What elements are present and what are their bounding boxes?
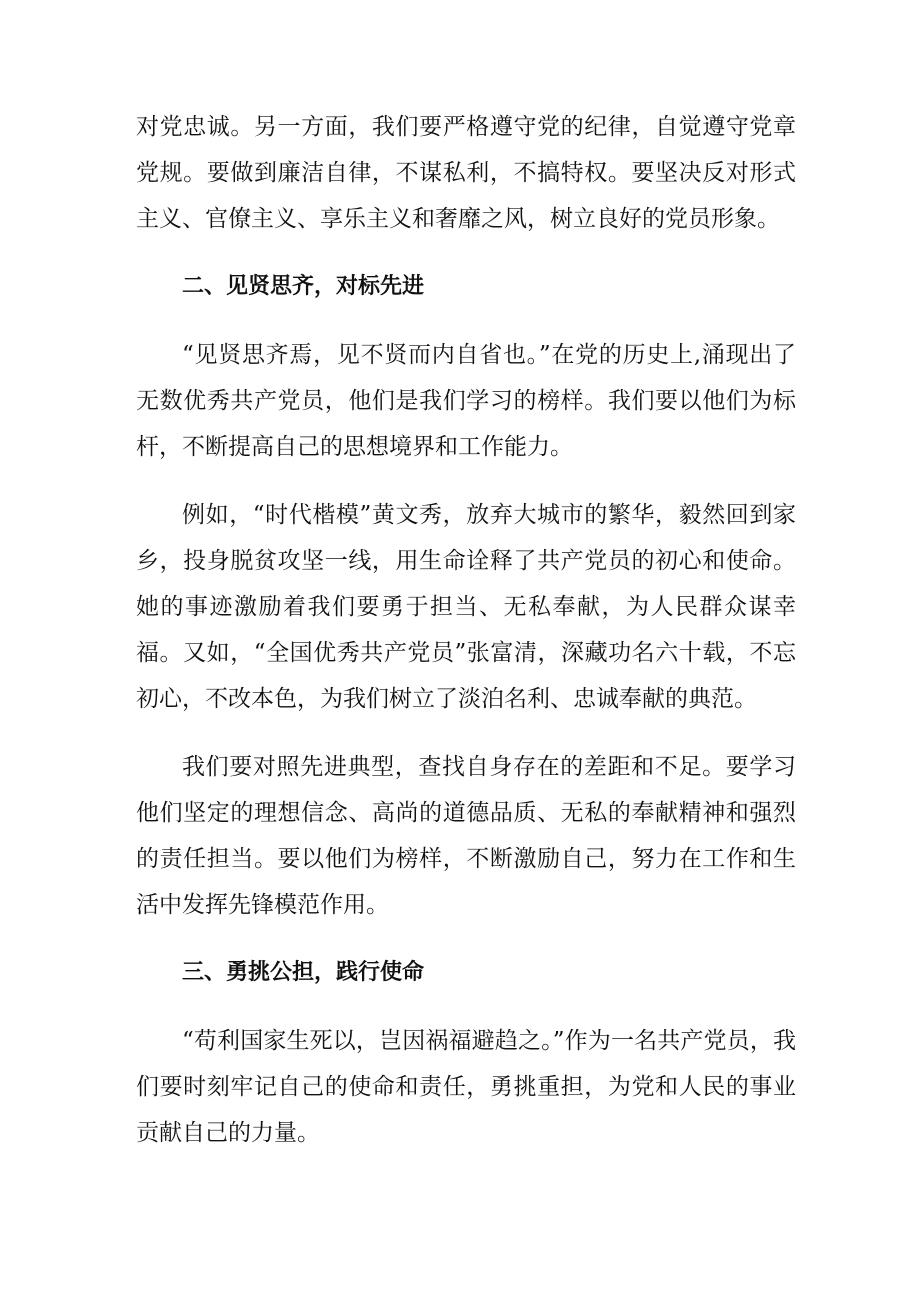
paragraph-quote-1: “见贤思齐焉，见不贤而内自省也。”在党的历史上,涌现出了无数优秀共产党员，他们是我们学习的榜样。我们要以他们为标杆，不断提高自己的思想境界和工作能力。 [136,342,796,460]
section-heading-3: 三、勇挑公担，践行使命 [182,960,425,985]
document-body [136,104,796,1156]
paragraph-continuation: 对党忠诚。另一方面，我们要严格遵守党的纪律，自觉遵守党章党规。要做到廉洁自律，不谋私利，不搞特权。要坚决反对形式主义、官僚主义、享乐主义和奢靡之风，树立良好的党员形象。 [136,114,796,232]
paragraph-examples: 例如，“时代楷模”黄文秀，放弃大城市的繁华，毅然回到家乡，投身脱贫攻坚一线，用生命诠释了共产党员的初心和使命。她的事迹激励着我们要勇于担当、无私奉献，为人民群众谋幸福。又如，“全国优秀共产党员”张富清，深藏功名六十载，不忘初心，不改本色，为我们树立了淡泊名利、忠诚奉献的典范。 [136,502,796,712]
paragraph-learning: 我们要对照先进典型，查找自身存在的差距和不足。要学习他们坚定的理想信念、高尚的道德品质、无私的奉献精神和强烈的责任担当。要以他们为榜样，不断激励自己，努力在工作和生活中发挥先锋模范作用。 [136,754,796,918]
paragraph-quote-2: “苟利国家生死以，岂因祸福避趋之。”作为一名共产党员，我们要时刻牢记自己的使命和责任，勇挑重担，为党和人民的事业贡献自己的力量。 [136,1028,796,1146]
section-heading-2: 二、见贤思齐，对标先进 [182,274,425,299]
